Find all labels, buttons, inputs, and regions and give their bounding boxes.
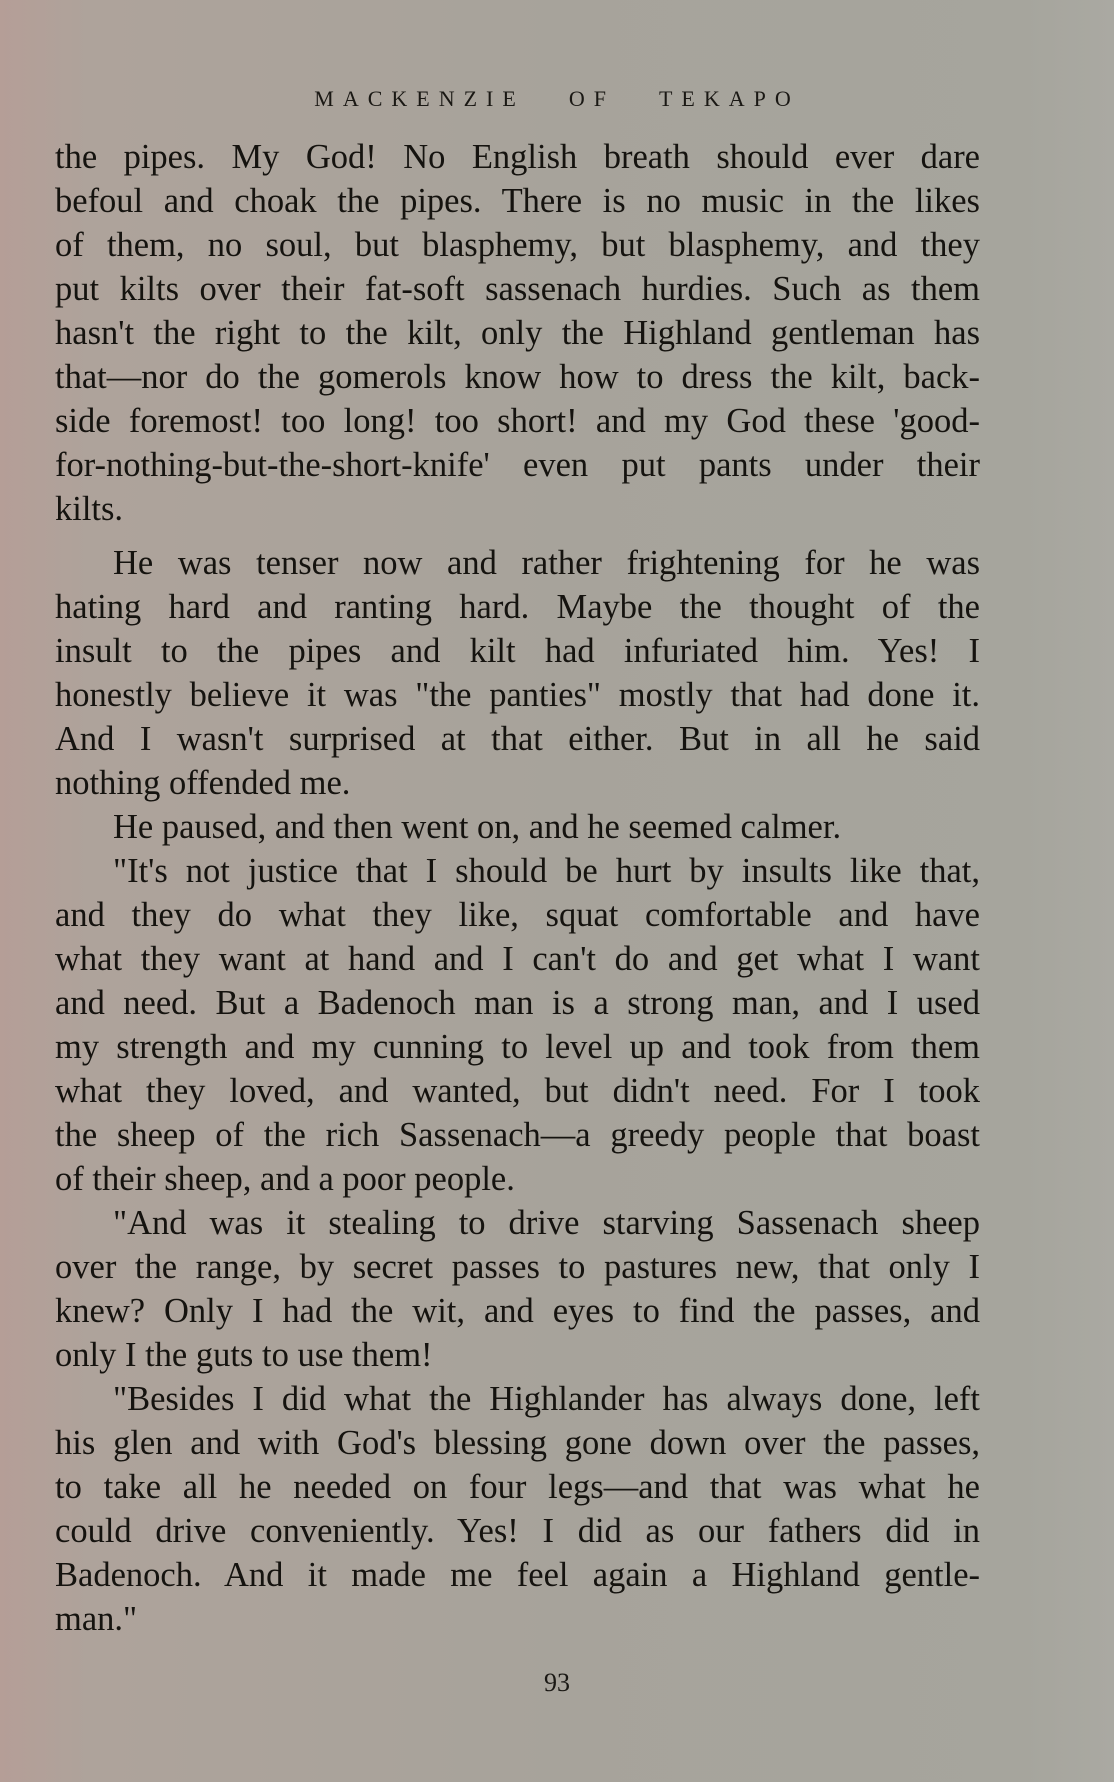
running-head-word: MACKENZIE: [314, 86, 525, 111]
running-head: [0, 86, 1114, 112]
text-line: put kilts over their fat-soft sassenach hurdies. Such as them: [55, 270, 980, 308]
text-line: Badenoch. And it made me feel again a Highland gentle-: [55, 1556, 980, 1594]
text-line: "And was it stealing to drive starving Sassenach sheep: [113, 1204, 980, 1242]
text-line: only I the guts to use them!: [55, 1336, 433, 1374]
paragraph: [55, 135, 980, 531]
page-number: 93: [544, 1668, 570, 1697]
text-line: "It's not justice that I should be hurt by insults like that,: [113, 852, 980, 890]
text-line: of their sheep, and a poor people.: [55, 1160, 515, 1198]
text-line: kilts.: [55, 490, 124, 528]
paragraph: [55, 849, 980, 1201]
text-line: over the range, by secret passes to pastures new, that only I: [55, 1248, 980, 1286]
paragraph: [55, 541, 980, 805]
paragraph: [55, 1377, 980, 1641]
text-line: that—nor do the gomerols know how to dress the kilt, back-: [55, 358, 980, 396]
paragraph: [55, 805, 980, 849]
running-head-word: TEKAPO: [658, 86, 800, 111]
paragraph: [55, 1201, 980, 1377]
text-line: And I wasn't surprised at that either. But in all he said: [55, 720, 980, 758]
text-line: hasn't the right to the kilt, only the Highland gentleman has: [55, 314, 980, 352]
text-line: my strength and my cunning to level up and took from them: [55, 1028, 980, 1066]
text-line: nothing offended me.: [55, 764, 351, 802]
text-line: knew? Only I had the wit, and eyes to find the passes, and: [55, 1292, 980, 1330]
text-line: the pipes. My God! No English breath should ever dare: [55, 138, 980, 176]
text-line: hating hard and ranting hard. Maybe the thought of the: [55, 588, 980, 626]
text-line: insult to the pipes and kilt had infuriated him. Yes! I: [55, 632, 980, 670]
text-line: his glen and with God's blessing gone down over the passes,: [55, 1424, 980, 1462]
text-line: could drive conveniently. Yes! I did as our fathers did in: [55, 1512, 980, 1550]
text-line: He paused, and then went on, and he seemed calmer.: [113, 808, 842, 846]
text-line: the sheep of the rich Sassenach—a greedy people that boast: [55, 1116, 980, 1154]
text-line: He was tenser now and rather frightening for he was: [113, 544, 980, 582]
text-line: for-nothing-but-the-short-knife' even put pants under their: [55, 446, 980, 484]
text-line: what they loved, and wanted, but didn't need. For I took: [55, 1072, 980, 1110]
text-line: "Besides I did what the Highlander has always done, left: [113, 1380, 980, 1418]
text-line: to take all he needed on four legs—and that was what he: [55, 1468, 980, 1506]
text-line: and they do what they like, squat comfortable and have: [55, 896, 980, 934]
text-line: side foremost! too long! too short! and my God these 'good-: [55, 402, 980, 440]
text-line: befoul and choak the pipes. There is no music in the likes: [55, 182, 980, 220]
running-head-word: OF: [568, 86, 615, 111]
body-text: [55, 135, 980, 1641]
text-line: honestly believe it was "the panties" mostly that had done it.: [55, 676, 980, 714]
text-line: man.": [55, 1600, 138, 1638]
text-line: and need. But a Badenoch man is a strong man, and I used: [55, 984, 980, 1022]
text-line: of them, no soul, but blasphemy, but blasphemy, and they: [55, 226, 980, 264]
text-line: what they want at hand and I can't do and get what I want: [55, 940, 980, 978]
